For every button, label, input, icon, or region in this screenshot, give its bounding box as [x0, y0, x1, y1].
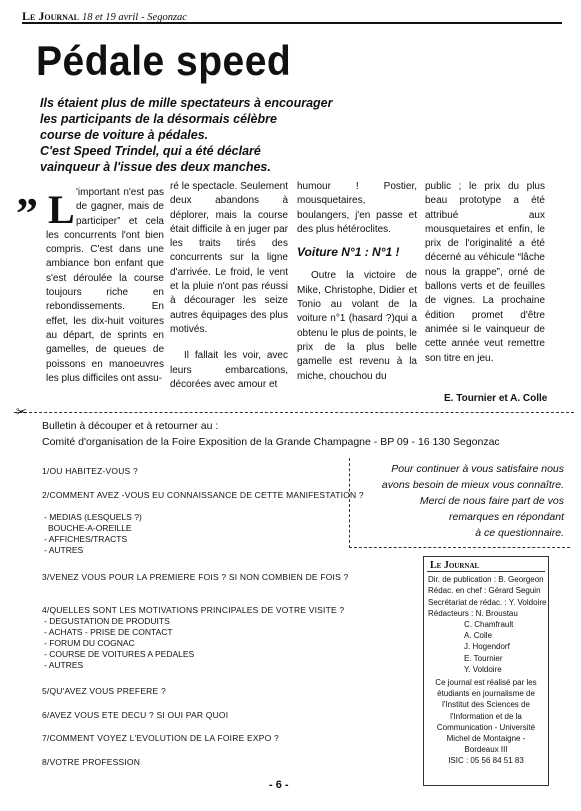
coupon-address: Comité d'organisation de la Foire Exposition de la Grande Champagne - BP 09 - 16 130 Segonzac — [42, 436, 500, 448]
questionnaire-note — [349, 458, 570, 548]
page-number: - 6 - — [269, 779, 289, 791]
staff-box-title: Le Journal — [427, 560, 545, 572]
staff-line: Dir. de publication : B. Georgeon — [428, 575, 544, 585]
article-column-1 — [16, 186, 164, 386]
column-text: Il fallait les voir, avec leurs embarcations, décorées avec amour et — [170, 350, 288, 390]
option-item: - AUTRES — [44, 545, 84, 555]
staff-footer-line: l'Information et de la — [450, 711, 522, 721]
subheading: Voiture N°1 : N°1 ! — [297, 245, 400, 260]
staff-footer-line: Bordeaux III — [464, 745, 508, 755]
staff-footer-line: l'Institut des Sciences de — [442, 700, 530, 710]
staff-line: Rédac. en chef : Gérard Seguin — [428, 586, 541, 596]
article-signature: E. Tournier et A. Colle — [444, 393, 548, 404]
staff-box — [423, 556, 549, 786]
editor-name: Y. Voldoire — [464, 664, 502, 674]
lead-line: les participants de la désormais célèbre — [40, 112, 277, 126]
column-text: ré le spectacle. Seulement deux abandons à déplorer, mais la course était difficile à en juger par les traits tirés des concurrents sur la ligne d'arrivée. Le froid, le vent et la pluie n'ont pas réussi à décourager les seize autres équipages des plus motivés. — [170, 181, 288, 335]
lead-line: C'est Speed Trindel, qui a été déclaré — [40, 144, 261, 158]
note-line: Pour continuer à vous satisfaire nous — [391, 463, 564, 475]
staff-footer-line: étudiants en journalisme de — [437, 689, 535, 699]
column-text: public ; le prix du plus beau prototype a été attribué aux mousquetaires et enfin, le prix de l'originalité a été décerné au véhicule “lâche nous la grappe”, orné de ballons verts et de feuilles de vignes. La prochaine édition promet d'être animée si le vainqueur de cette année veut remettre son titre en jeu. — [425, 181, 545, 364]
scissors-icon: ✂ — [16, 404, 27, 419]
option-item: - AUTRES — [44, 660, 84, 670]
article-column-4 — [425, 180, 545, 366]
header-date: 18 et 19 avril — [81, 12, 139, 23]
dropcap-wrap — [46, 186, 76, 232]
journal-brand: Le Journal — [22, 9, 80, 23]
editor-name: E. Tournier — [464, 653, 503, 663]
option-item: - AFFICHES/TRACTS — [44, 534, 128, 544]
column-text: humour ! Postier, mousquetaires, boulangers, j'en passe et des plus hétéroclites. — [297, 181, 417, 235]
question-8: 8/VOTRE PROFESSION — [42, 757, 141, 767]
article-column-3 — [297, 180, 417, 384]
article-lead — [40, 95, 400, 175]
option-item: - DEGUSTATION DE PRODUITS — [44, 616, 170, 626]
coupon-intro: Bulletin à découper et à retourner au : — [42, 420, 219, 432]
dropcap-letter: L — [48, 187, 75, 232]
lead-line: Ils étaient plus de mille spectateurs à encourager — [40, 96, 333, 110]
staff-footer-line: Communication - Université — [436, 722, 536, 732]
lead-line: course de voiture à pédales. — [40, 128, 209, 142]
lead-line: vainqueur à l'issue des deux manches. — [40, 160, 271, 174]
editor-name: J. Hogendorf — [464, 642, 510, 652]
staff-line: Rédacteurs : N. Broustau — [428, 608, 518, 618]
option-item: - MEDIAS (LESQUELS ?) — [44, 512, 142, 522]
note-line: remarques en répondant — [449, 511, 564, 523]
editor-name: A. Colle — [464, 631, 493, 641]
article-column-2 — [170, 180, 288, 392]
note-line: Merci de nous faire part de vos — [419, 495, 564, 507]
option-item: - ACHATS - PRISE DE CONTACT — [44, 627, 173, 637]
quote-mark: ” — [16, 189, 38, 238]
column-text: 'important n'est pas de gagner, mais de participer” et cela les concurrents l'ont bien compris. C'est dans une ambiance bon enfant que s'est déroulée la course toujours riche en rebondissements. En effet, les dix-huit voitures au départ, de sprints en gamelles, de queues de poissons en manoeuvres les plus difficiles ont assu- — [46, 187, 164, 384]
question-5: 5/QU'AVEZ VOUS PREFERE ? — [42, 686, 166, 696]
header-place: - Segonzac — [141, 12, 187, 23]
note-line: à ce questionnaire. — [475, 527, 564, 539]
staff-footer-line: ISIC : 05 56 84 51 83 — [448, 756, 524, 766]
editor-name: C. Chamfrault — [464, 620, 514, 630]
column-text: Outre la victoire de Mike, Christophe, Didier et Tonio au volant de la voiture n°1 (hasard ?)qui a obtenu le plus de points, le prix de la plus belle gamelle est revenu à la miche, chouchou du — [297, 270, 417, 382]
question-4-options — [44, 616, 194, 671]
option-item: BOUCHE-A-OREILLE — [48, 523, 132, 533]
question-4: 4/QUELLES SONT LES MOTIVATIONS PRINCIPALES DE VOTRE VISITE ? — [42, 605, 345, 615]
cut-line — [14, 412, 574, 413]
question-2: 2/COMMENT AVEZ -VOUS EU CONNAISSANCE DE CETTE MANIFESTATION ? — [42, 490, 364, 500]
option-item: - FORUM DU COGNAC — [44, 638, 135, 648]
question-1: 1/OU HABITEZ-VOUS ? — [42, 466, 138, 476]
option-item: - COURSE DE VOITURES A PEDALES — [44, 649, 195, 659]
note-line: avons besoin de mieux vous connaître. — [381, 479, 564, 491]
question-7: 7/COMMENT VOYEZ L'EVOLUTION DE LA FOIRE EXPO ? — [42, 733, 279, 743]
question-2-options — [44, 512, 142, 556]
staff-footer-line: Michel de Montaigne - — [446, 734, 526, 744]
staff-line: Secrétariat de rédac. : Y. Voldoire — [428, 597, 547, 607]
question-3: 3/VENEZ VOUS POUR LA PREMIERE FOIS ? SI NON COMBIEN DE FOIS ? — [42, 572, 349, 582]
question-6: 6/AVEZ VOUS ETE DECU ? SI OUI PAR QUOI — [42, 710, 229, 720]
staff-footer-line: Ce journal est réalisé par les — [435, 678, 537, 688]
article-title: Pédale speed — [36, 37, 292, 84]
header-rule — [22, 22, 562, 24]
